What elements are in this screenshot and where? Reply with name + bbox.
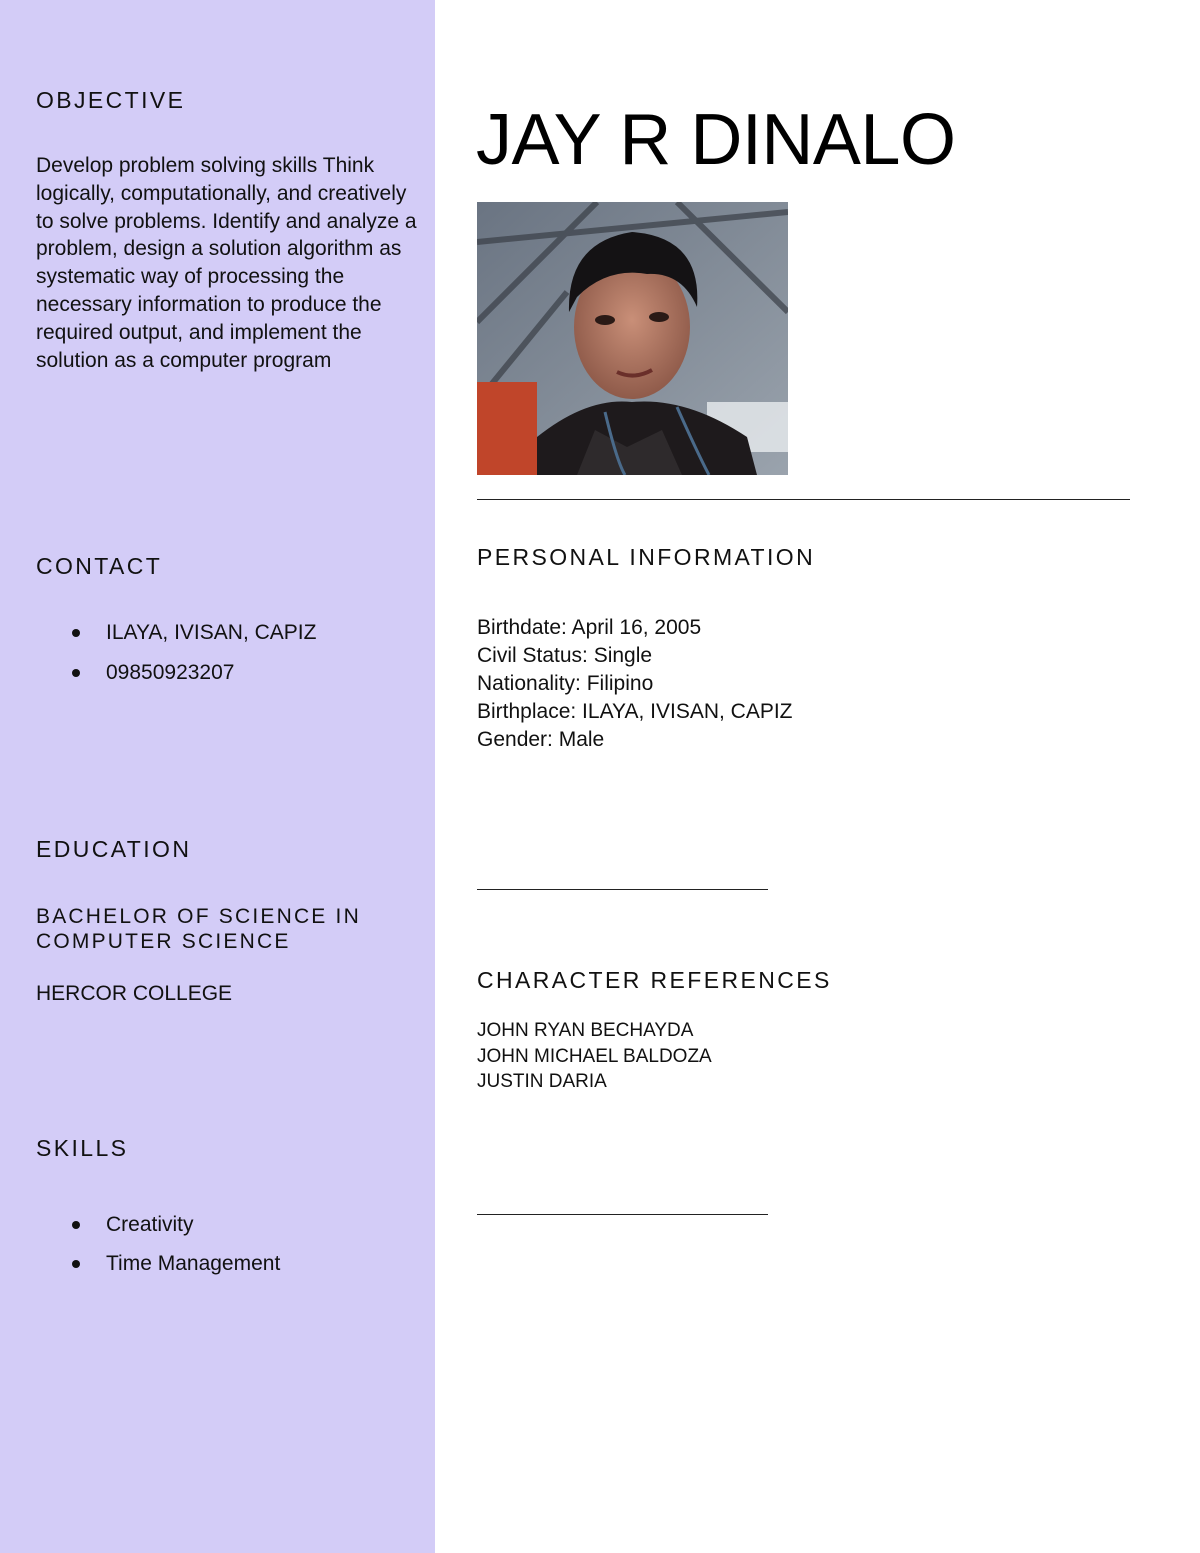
skill-item: Time Management <box>0 1252 280 1276</box>
bullet-icon <box>72 629 80 637</box>
reference-item: JOHN RYAN BECHAYDA <box>477 1020 694 1041</box>
divider-bottom <box>477 1214 768 1215</box>
personal-info-list <box>477 614 793 754</box>
bullet-icon <box>72 1221 80 1229</box>
contact-item-phone: 09850923207 <box>0 661 316 685</box>
skill-item: Creativity <box>0 1213 280 1237</box>
contact-list <box>36 621 316 685</box>
divider-middle <box>477 889 768 890</box>
personal-info-civil-status: Civil Status: Single <box>477 644 653 667</box>
candidate-name: JAY R DINALO <box>476 100 956 180</box>
personal-info-birthplace: Birthplace: ILAYA, IVISAN, CAPIZ <box>477 700 793 723</box>
degree-line-2: COMPUTER SCIENCE <box>36 930 291 953</box>
skills-heading: SKILLS <box>36 1135 129 1161</box>
education-degree <box>36 904 361 954</box>
education-school: HERCOR COLLEGE <box>36 982 233 1005</box>
bullet-icon <box>72 669 80 677</box>
personal-info-gender: Gender: Male <box>477 728 605 751</box>
education-heading: EDUCATION <box>36 836 192 862</box>
divider-top <box>477 499 1130 500</box>
profile-photo <box>477 202 788 475</box>
bullet-icon <box>72 1260 80 1268</box>
personal-info-birthdate: Birthdate: April 16, 2005 <box>477 616 702 639</box>
profile-photo-image <box>477 202 788 475</box>
personal-info-heading: PERSONAL INFORMATION <box>477 544 816 570</box>
degree-line-1: BACHELOR OF SCIENCE IN <box>36 905 361 928</box>
reference-item: JOHN MICHAEL BALDOZA <box>477 1045 712 1067</box>
references-list <box>477 1018 712 1095</box>
references-heading: CHARACTER REFERENCES <box>477 967 832 993</box>
reference-item: JUSTIN DARIA <box>477 1071 607 1092</box>
contact-item-address: ILAYA, IVISAN, CAPIZ <box>0 621 316 645</box>
contact-heading: CONTACT <box>36 553 163 579</box>
personal-info-nationality: Nationality: Filipino <box>477 672 654 695</box>
objective-heading: OBJECTIVE <box>36 87 186 113</box>
objective-text: Develop problem solving skills Think logically, computationally, and creatively to solve problems. Identify and analyze a problem, design a solution algorithm as systematic way of processing the necessary information to produce the required output, and implement the solution as a computer program <box>36 154 417 372</box>
skills-list <box>0 1213 280 1276</box>
